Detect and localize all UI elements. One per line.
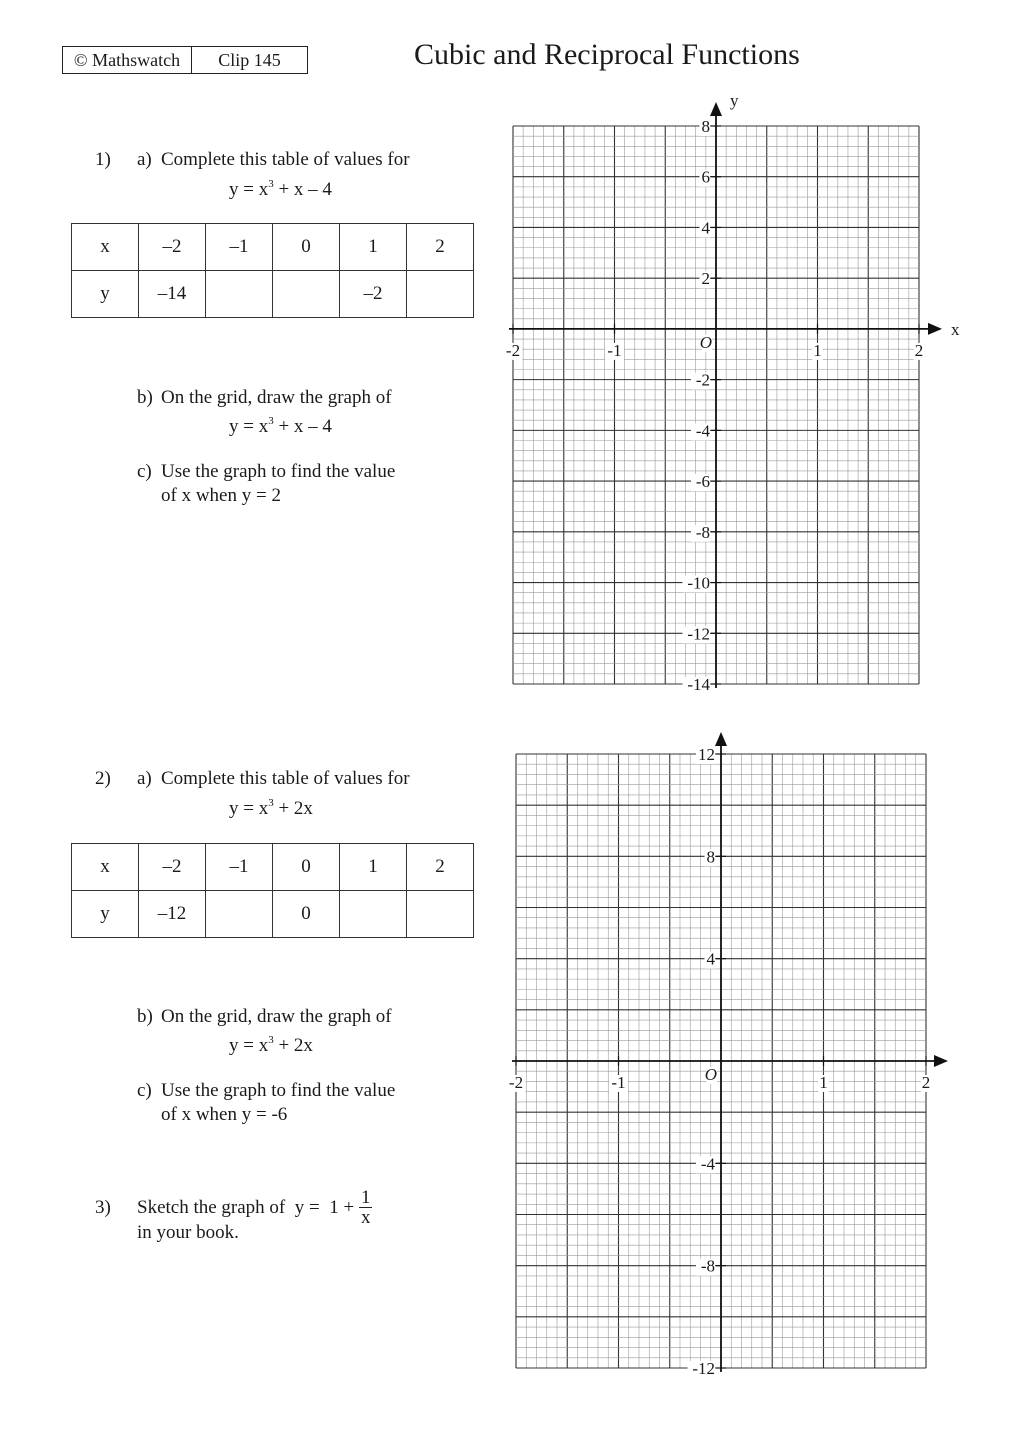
y-tick-label: 4 bbox=[701, 218, 710, 238]
x-tick-label: 2 bbox=[921, 1073, 931, 1092]
y-tick-label: 8 bbox=[701, 117, 710, 136]
table-cell: 0 bbox=[273, 224, 340, 271]
origin-label: O bbox=[704, 1065, 717, 1084]
q2c-line1: Use the graph to find the value bbox=[161, 1080, 396, 1101]
q1c-line2: of x when y = 2 bbox=[161, 485, 281, 506]
q2-number: 2) bbox=[95, 768, 111, 789]
y-axis-arrow-icon bbox=[710, 102, 722, 116]
x-tick-label: -1 bbox=[611, 1073, 626, 1092]
q1c-label: c) bbox=[137, 461, 152, 482]
y-tick-label: 2 bbox=[701, 269, 710, 289]
x-tick-label: -2 bbox=[508, 1073, 524, 1092]
table-header-x: x bbox=[72, 224, 139, 271]
q1a-equation: $y = x^3 + x - 4$ bbox=[229, 178, 332, 200]
q2a-text: Complete this table of values for bbox=[161, 768, 410, 789]
q3-number: 3) bbox=[95, 1197, 111, 1218]
q1b-equation: $y = x^3 + x - 4$ bbox=[229, 415, 332, 437]
table-cell: 2 bbox=[407, 844, 474, 891]
table-header-y: y bbox=[72, 271, 139, 318]
y-axis-arrow-icon bbox=[715, 732, 727, 746]
page-title: Cubic and Reciprocal Functions bbox=[414, 38, 800, 71]
q1-number: 1) bbox=[95, 149, 111, 170]
table-cell: –1 bbox=[206, 844, 273, 891]
x-tick-label: -1 bbox=[607, 340, 622, 360]
y-tick-label: -8 bbox=[695, 522, 710, 542]
y-tick-label: -8 bbox=[700, 1256, 715, 1276]
q2b-text: On the grid, draw the graph of bbox=[161, 1006, 392, 1027]
table-header-y: y bbox=[72, 891, 139, 938]
y-tick-label: -14 bbox=[687, 675, 710, 694]
y-tick-label: -12 bbox=[687, 624, 710, 644]
x-axis-arrow-icon bbox=[934, 1055, 948, 1067]
q1a-label: a) bbox=[137, 149, 152, 170]
x-tick-label: 1 bbox=[813, 340, 822, 360]
y-tick-label: -4 bbox=[700, 1154, 715, 1174]
q2c-line2: of x when y = -6 bbox=[161, 1104, 288, 1125]
x-axis-arrow-icon bbox=[928, 323, 942, 335]
x-tick-label: 1 bbox=[819, 1073, 828, 1092]
q2a-equation: $y = x^3 + 2x$ bbox=[229, 797, 313, 819]
q3-line2: in your book. bbox=[137, 1222, 239, 1243]
q2c-label: c) bbox=[137, 1080, 152, 1101]
x-tick-label: -2 bbox=[505, 340, 521, 360]
clip-number-label: Clip 145 bbox=[218, 49, 281, 70]
q2b-equation: $y = x^3 + 2x$ bbox=[229, 1034, 313, 1056]
q3-text: Sketch the graph of y = 1 + $\frac{1}{x}$ bbox=[137, 1187, 371, 1228]
origin-label: O bbox=[699, 332, 712, 352]
table-cell: 0 bbox=[273, 891, 340, 938]
copyright-label: © Mathswatch bbox=[63, 47, 192, 73]
table-cell: 1 bbox=[340, 224, 407, 271]
table-cell: 2 bbox=[407, 224, 474, 271]
table-cell: –2 bbox=[139, 224, 206, 271]
y-tick-label: 8 bbox=[706, 847, 715, 867]
y-tick-label: -6 bbox=[695, 472, 710, 492]
x-axis-label: x bbox=[951, 319, 960, 339]
y-tick-label: -12 bbox=[692, 1359, 715, 1378]
q1b-text: On the grid, draw the graph of bbox=[161, 387, 392, 408]
y-tick-label: -10 bbox=[687, 573, 710, 593]
y-tick-label: -2 bbox=[695, 370, 710, 390]
q1c-line1: Use the graph to find the value bbox=[161, 461, 396, 482]
q2a-label: a) bbox=[137, 768, 152, 789]
table-cell: –12 bbox=[139, 891, 206, 938]
y-tick-label: 12 bbox=[698, 745, 715, 764]
y-tick-label: 4 bbox=[706, 949, 715, 969]
table-header-x: x bbox=[72, 844, 139, 891]
table-cell: 0 bbox=[273, 844, 340, 891]
x-tick-label: 2 bbox=[914, 340, 924, 360]
table-cell: –14 bbox=[139, 271, 206, 318]
table-cell: –2 bbox=[139, 844, 206, 891]
table-cell: –2 bbox=[340, 271, 407, 318]
y-tick-label: -4 bbox=[695, 421, 710, 441]
table-cell: –1 bbox=[206, 224, 273, 271]
q3-fraction: $\frac{1}{x}$ bbox=[360, 1187, 371, 1228]
q2b-label: b) bbox=[137, 1006, 153, 1027]
q1a-text: Complete this table of values for bbox=[161, 149, 410, 170]
q1b-label: b) bbox=[137, 387, 153, 408]
y-tick-label: 6 bbox=[701, 167, 710, 187]
table-cell: 1 bbox=[340, 844, 407, 891]
y-axis-label: y bbox=[730, 91, 739, 110]
